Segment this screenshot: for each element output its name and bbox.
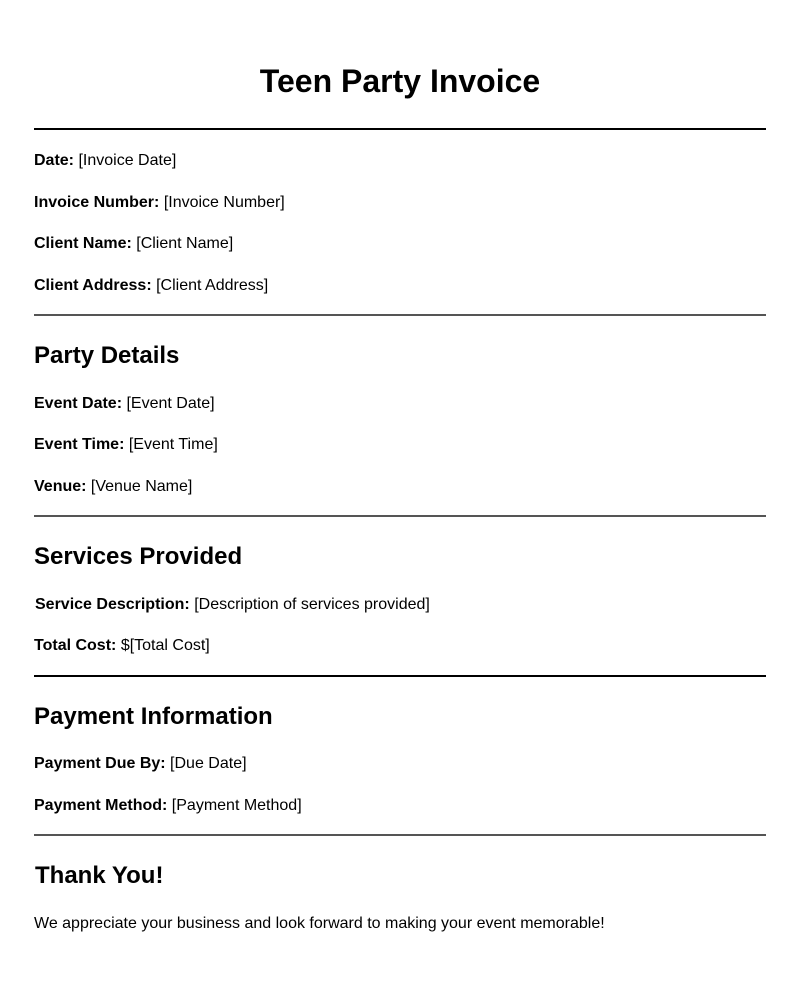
divider [34,515,766,517]
field-value: $[Total Cost] [120,637,210,654]
section-heading-payment: Payment Information [34,703,273,730]
field-event-date [34,394,766,414]
divider [34,314,766,316]
field-value: [Invoice Number] [163,194,285,211]
divider [34,834,766,836]
field-event-time [34,435,766,455]
section-heading-party-details: Party Details [34,342,180,369]
field-label: Total Cost: [34,637,117,654]
field-value: [Event Date] [126,395,215,412]
thank-you-message: We appreciate your business and look forward to making your event memorable! [34,915,605,932]
field-label: Invoice Number: [34,194,160,211]
field-label: Event Date: [34,395,123,412]
field-value: [Invoice Date] [78,152,177,169]
invoice-page [34,0,766,934]
field-value: [Payment Method] [171,797,302,814]
field-venue [34,477,766,497]
field-value: [Description of services provided] [194,596,430,613]
field-value: [Event Time] [128,436,218,453]
field-client-name [34,234,766,254]
field-service-description [34,595,766,615]
field-label: Client Name: [34,235,132,252]
section-heading-thank-you: Thank You! [35,862,164,889]
field-label: Event Time: [34,436,125,453]
field-label: Payment Due By: [34,755,166,772]
field-label: Date: [34,152,75,169]
field-label: Service Description: [35,596,190,613]
field-client-address [34,276,766,296]
divider [34,128,766,130]
page-title: Teen Party Invoice [259,63,541,99]
field-label: Venue: [34,478,87,495]
field-value: [Client Address] [156,277,269,294]
field-total-cost [34,636,766,656]
section-heading-services: Services Provided [34,543,243,570]
field-invoice-number [34,193,766,213]
field-invoice-date [34,151,766,171]
divider [34,675,766,677]
field-value: [Client Name] [136,235,234,252]
field-payment-method [34,796,766,816]
field-label: Client Address: [34,277,152,294]
field-value: [Venue Name] [90,478,193,495]
field-payment-due [34,754,766,774]
field-label: Payment Method: [34,797,168,814]
field-value: [Due Date] [170,755,247,772]
